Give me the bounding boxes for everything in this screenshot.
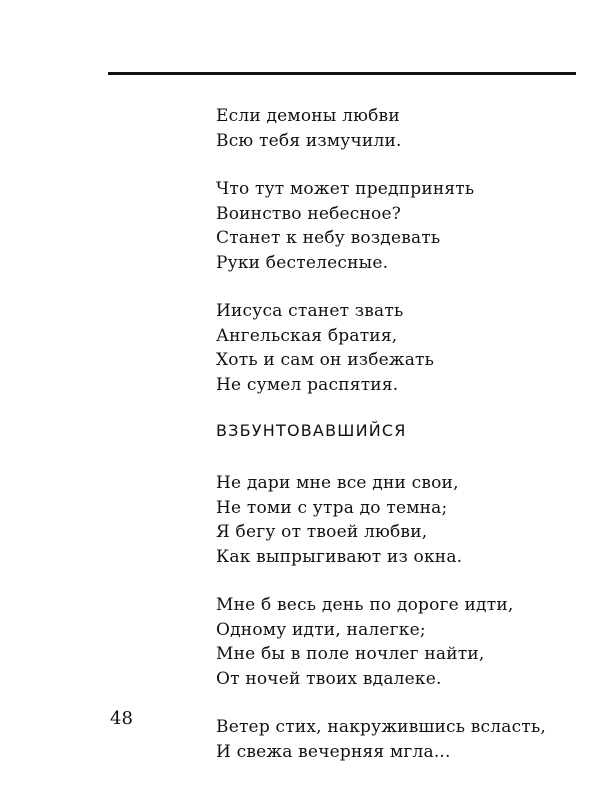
stanza <box>216 177 596 275</box>
poem-line: Не сумел распятия. <box>216 374 399 395</box>
poem-line: Всю тебя измучили. <box>216 130 402 151</box>
poem-line: И свежа вечерняя мгла... <box>216 741 451 762</box>
poem-line: Мне б весь день по дороге идти, <box>216 595 514 615</box>
poem-line: Одному идти, налегке; <box>216 619 426 640</box>
poem-title: ВЗБУНТОВАВШИЙСЯ <box>216 421 407 440</box>
poem-line: Иисуса станет звать <box>216 301 404 321</box>
poem-line: От ночей твоих вдалеке. <box>216 668 442 689</box>
page-number: 48 <box>110 708 133 729</box>
poem-line: Что тут может предпринять <box>216 179 475 199</box>
stanza <box>216 593 596 691</box>
stanza <box>216 104 596 153</box>
poem-text <box>216 104 596 788</box>
poem-line: Воинство небесное? <box>216 203 402 224</box>
poem-line: Как выпрыгивают из окна. <box>216 546 463 567</box>
poem-line: Если демоны любви <box>216 106 400 126</box>
poem-line: Я бегу от твоей любви, <box>216 522 428 542</box>
top-rule <box>108 72 576 75</box>
poem-line: Ангельская братия, <box>216 325 398 346</box>
poem-line: Не томи с утра до темна; <box>216 497 448 518</box>
poem-line: Мне бы в поле ночлег найти, <box>216 644 485 664</box>
poem-line: Хоть и сам он избежать <box>216 350 435 370</box>
stanza <box>216 299 596 397</box>
poem-line: Руки бестелесные. <box>216 252 389 273</box>
stanza <box>216 471 596 569</box>
poem-line: Ветер стих, накружившись всласть, <box>216 717 546 737</box>
poem-line: Не дари мне все дни свои, <box>216 473 459 493</box>
poem-line: Станет к небу воздевать <box>216 228 441 248</box>
stanza <box>216 715 596 764</box>
